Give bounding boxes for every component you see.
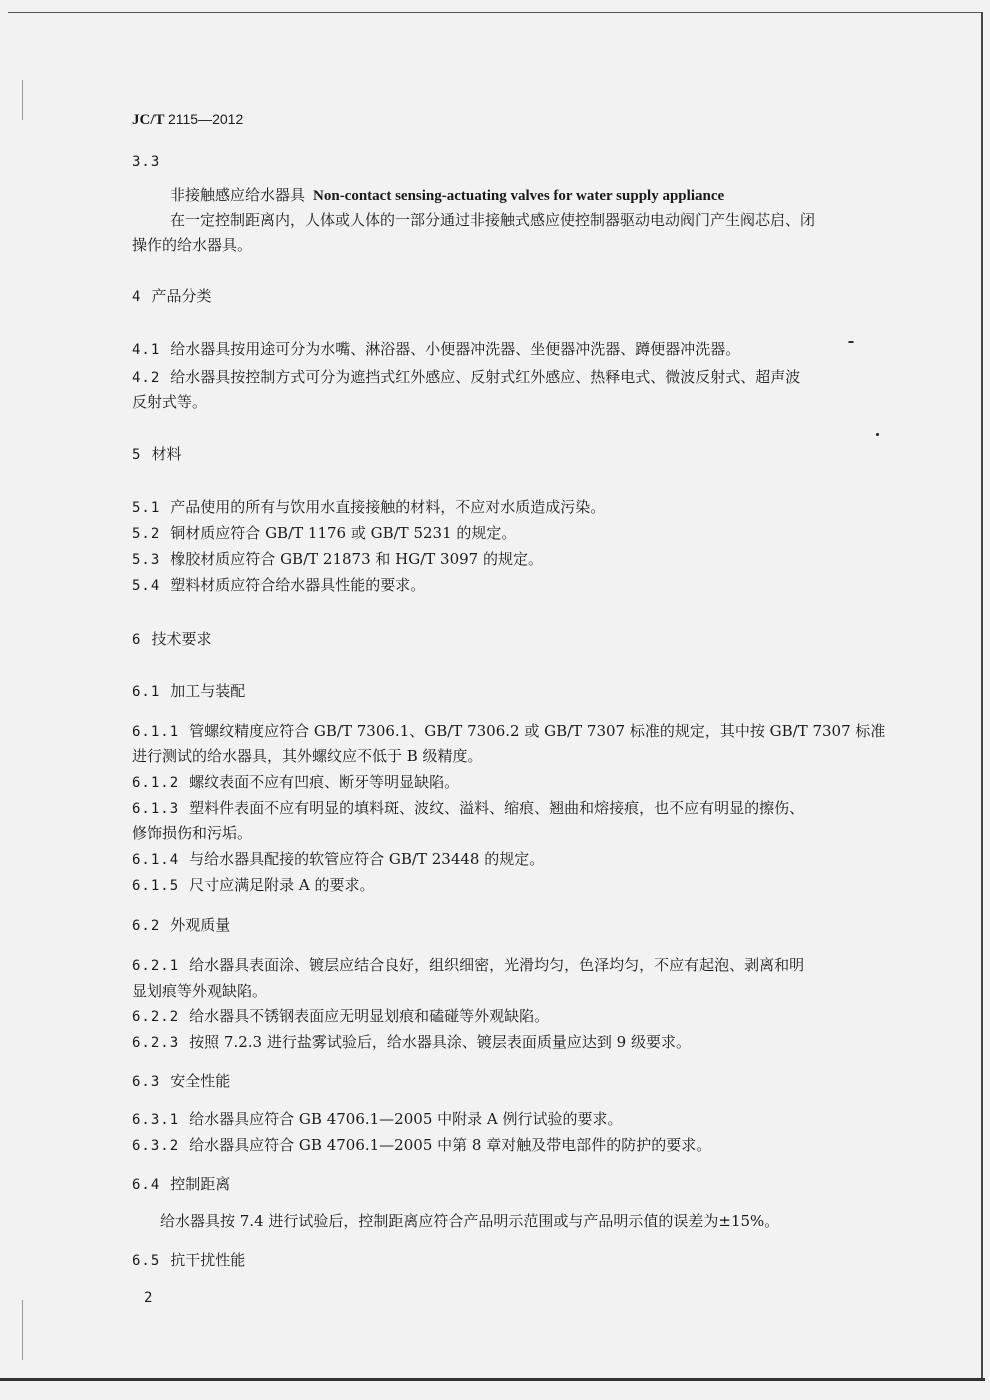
section-heading: 6 技术要求 (132, 630, 212, 648)
term-definition: 操作的给水器具。 (132, 236, 253, 254)
clause: 4.2 给水器具按控制方式可分为遮挡式红外感应、反射式红外感应、热释电式、微波反射式、超声波 (132, 368, 801, 386)
clause: 5.1 产品使用的所有与饮用水直接接触的材料，不应对水质造成污染。 (132, 498, 606, 516)
clause: 6.1.3 塑料件表面不应有明显的填料斑、波纹、溢料、缩痕、翘曲和熔接痕，也不应有明显的擦伤、 (132, 799, 805, 817)
section-heading: 5 材料 (132, 445, 182, 463)
term-title: 非接触感应给水器具 Non-contact sensing-actuating valves for water supply appliance (170, 186, 725, 204)
subsection-heading: 6.1 加工与装配 (132, 682, 246, 700)
clause: 6.2.1 给水器具表面涂、镀层应结合良好，组织细密，光滑均匀，色泽均匀，不应有起泡、剥离和明 (132, 956, 805, 974)
clause: 5.2 铜材质应符合 GB/T 1176 或 GB/T 5231 的规定。 (132, 524, 517, 542)
clause: 5.3 橡胶材质应符合 GB/T 21873 和 HG/T 3097 的规定。 (132, 550, 543, 568)
subsection-heading: 6.4 控制距离 (132, 1175, 231, 1193)
clause: 6.1.1 管螺纹精度应符合 GB/T 7306.1、GB/T 7306.2 或 GB/T 7307 标准的规定，其中按 GB/T 7307 标准 (132, 722, 886, 740)
clause: 5.4 塑料材质应符合给水器具性能的要求。 (132, 576, 426, 594)
scan-speck (876, 433, 879, 436)
subsection-heading: 6.5 抗干扰性能 (132, 1251, 246, 1269)
clause-number: 3.3 (132, 154, 161, 170)
clause-continuation: 进行测试的给水器具，其外螺纹应不低于 B 级精度。 (132, 747, 483, 765)
clause: 6.2.2 给水器具不锈钢表面应无明显划痕和磕碰等外观缺陷。 (132, 1007, 550, 1025)
scan-speck (848, 341, 854, 343)
section-heading: 4 产品分类 (132, 287, 212, 305)
page-number: 2 (144, 1290, 153, 1306)
clause-continuation: 反射式等。 (132, 393, 208, 411)
subsection-heading: 6.3 安全性能 (132, 1072, 231, 1090)
clause: 6.1.4 与给水器具配接的软管应符合 GB/T 23448 的规定。 (132, 850, 545, 868)
clause: 6.3.1 给水器具应符合 GB 4706.1—2005 中附录 A 例行试验的要求。 (132, 1110, 623, 1128)
clause: 6.3.2 给水器具应符合 GB 4706.1—2005 中第 8 章对触及带电部件的防护的要求。 (132, 1136, 712, 1154)
clause-continuation: 显划痕等外观缺陷。 (132, 982, 268, 1000)
clause: 4.1 给水器具按用途可分为水嘴、淋浴器、小便器冲洗器、坐便器冲洗器、蹲便器冲洗器。 (132, 340, 741, 358)
clause: 给水器具按 7.4 进行试验后，控制距离应符合产品明示范围或与产品明示值的误差为±15%。 (160, 1212, 780, 1230)
clause: 6.1.2 螺纹表面不应有凹痕、断牙等明显缺陷。 (132, 773, 460, 791)
clause: 6.1.5 尺寸应满足附录 A 的要求。 (132, 876, 375, 894)
term-definition: 在一定控制距离内，人体或人体的一部分通过非接触式感应使控制器驱动电动阀门产生阀芯启、闭 (170, 211, 816, 229)
standard-code: JC/T 2115—2012 (132, 111, 244, 128)
subsection-heading: 6.2 外观质量 (132, 916, 231, 934)
clause: 6.2.3 按照 7.2.3 进行盐雾试验后，给水器具涂、镀层表面质量应达到 9 级要求。 (132, 1033, 691, 1051)
clause-continuation: 修饰损伤和污垢。 (132, 824, 253, 842)
